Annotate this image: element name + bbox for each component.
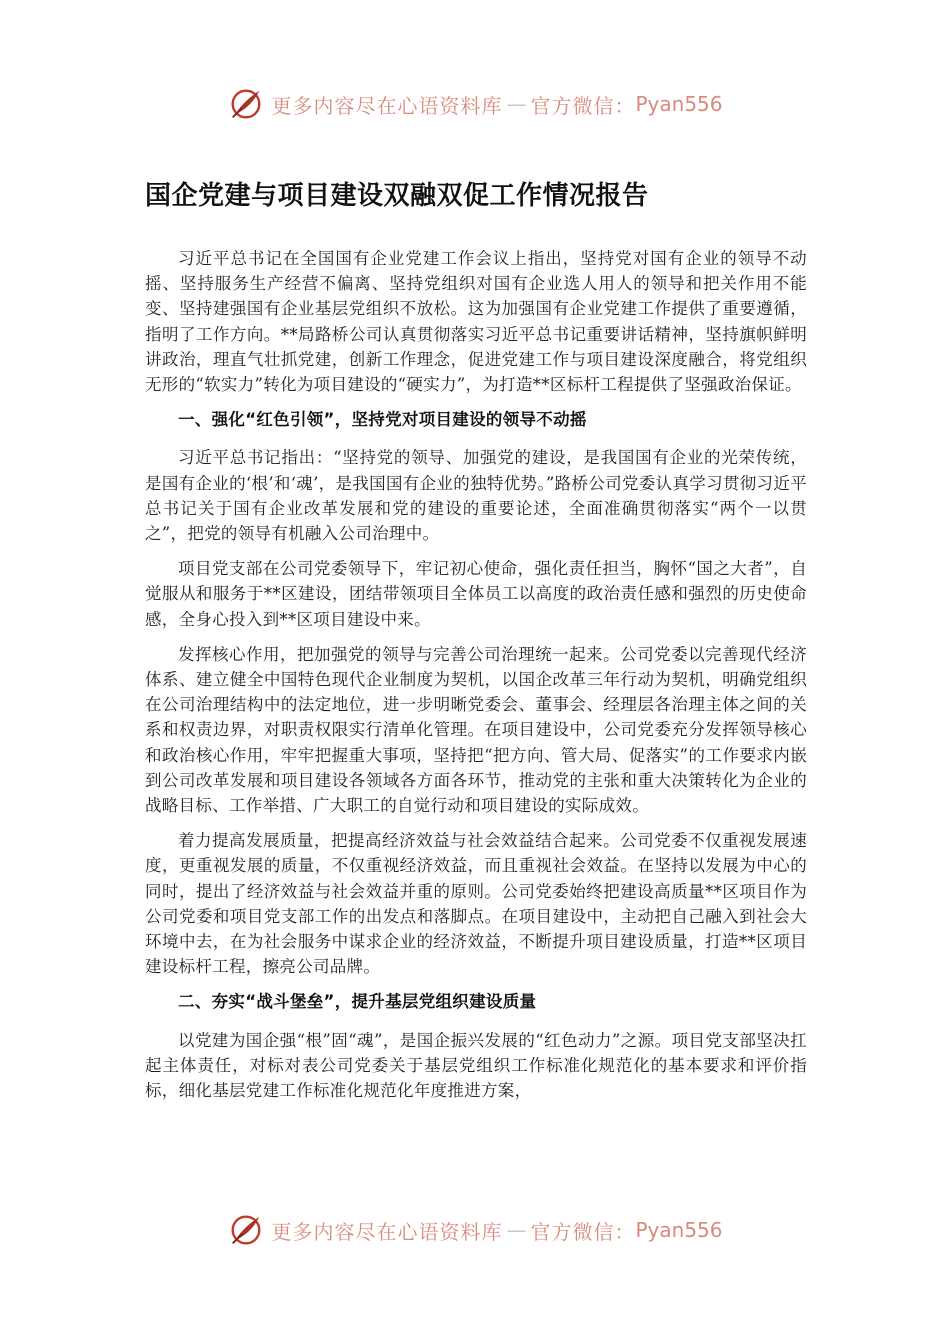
watermark-text: 更多内容尽在心语资料库	[271, 1219, 503, 1244]
watermark-separator: —	[506, 1218, 527, 1242]
section-1-heading: 一、强化“红色引领”，坚持党对项目建设的领导不动摇	[178, 410, 587, 430]
watermark-text: 更多内容尽在心语资料库	[271, 93, 503, 118]
watermark-wechat-label: 官方微信：	[530, 93, 636, 118]
section-2-paragraph-1: 以党建为国企强“根”固“魂”，是国企振兴发展的“红色动力”之源。项目党支部坚决扛起主体责任，对标对表公司党委关于基层党组织工作标准化规范化的基本要求和评价指标，细化基层党建工作标准化规范化年度推进方案，	[145, 1030, 807, 1101]
watermark-separator: —	[506, 92, 527, 116]
feather-pen-logo-icon	[227, 1211, 265, 1249]
section-2-heading: 二、夯实“战斗堡垒”，提升基层党组织建设质量	[178, 992, 537, 1012]
section-1-paragraph-1: 习近平总书记指出：“坚持党的领导、加强党的建设，是我国国有企业的光荣传统，是国有企业的‘根’和‘魂’，是我国国有企业的独特优势。”路桥公司党委认真学习贯彻习近平总书记关于国有企业改革发展和党的建设的重要论述，全面准确贯彻落实“两个一以贯之”，把党的领导有机融入公司治理中。	[145, 448, 807, 544]
watermark-wechat-label: 官方微信：	[530, 1219, 636, 1244]
section-1-paragraph-4: 着力提高发展质量，把提高经济效益与社会效益结合起来。公司党委不仅重视发展速度，更重视发展的质量，不仅重视经济效益，而且重视社会效益。在坚持以发展为中心的同时，提出了经济效益与社会效益并重的原则。公司党委始终把建设高质量**区项目作为公司党委和项目党支部工作的出发点和落脚点。在项目建设中，主动把自己融入到社会大环境中去，在为社会服务中谋求企业的经济效益，不断提升项目建设质量，打造**区项目建设标杆工程，擦亮公司品牌。	[145, 831, 807, 977]
watermark-header	[0, 84, 950, 124]
watermark-wechat-id: Pyan556	[635, 1218, 723, 1242]
feather-pen-logo-icon	[227, 85, 265, 123]
section-1-paragraph-2: 项目党支部在公司党委领导下，牢记初心使命，强化责任担当，胸怀“国之大者”，自觉服从和服务于**区建设，团结带领项目全体员工以高度的政治责任感和强烈的历史使命感，全身心投入到**区项目建设中来。	[145, 559, 807, 629]
document-body	[145, 170, 807, 1113]
watermark-wechat-id: Pyan556	[635, 92, 723, 116]
watermark-footer	[0, 1210, 950, 1250]
document-title: 国企党建与项目建设双融双促工作情况报告	[145, 181, 649, 211]
section-1-paragraph-3: 发挥核心作用，把加强党的领导与完善公司治理统一起来。公司党委以完善现代经济体系、建立健全中国特色现代企业制度为契机，以国企改革三年行动为契机，明确党组织在公司治理结构中的法定地位，进一步明晰党委会、董事会、经理层各治理主体之间的关系和权责边界，对职责权限实行清单化管理。在项目建设中，公司党委充分发挥领导核心和政治核心作用，牢牢把握重大事项，坚持把“把方向、管大局、促落实”的工作要求内嵌到公司改革发展和项目建设各领域各方面各环节，推动党的主张和重大决策转化为企业的战略目标、工作举措、广大职工的自觉行动和项目建设的实际成效。	[145, 644, 807, 816]
intro-paragraph: 习近平总书记在全国国有企业党建工作会议上指出，坚持党对国有企业的领导不动摇、坚持服务生产经营不偏离、坚持党组织对国有企业选人用人的领导和把关作用不能变、坚持建强国有企业基层党组织不放松。这为加强国有企业党建工作提供了重要遵循，指明了工作方向。**局路桥公司认真贯彻落实习近平总书记重要讲话精神，坚持旗帜鲜明讲政治，理直气壮抓党建，创新工作理念，促进党建工作与项目建设深度融合，将党组织无形的“软实力”转化为项目建设的“硬实力”，为打造**区标杆工程提供了坚强政治保证。	[145, 249, 807, 395]
